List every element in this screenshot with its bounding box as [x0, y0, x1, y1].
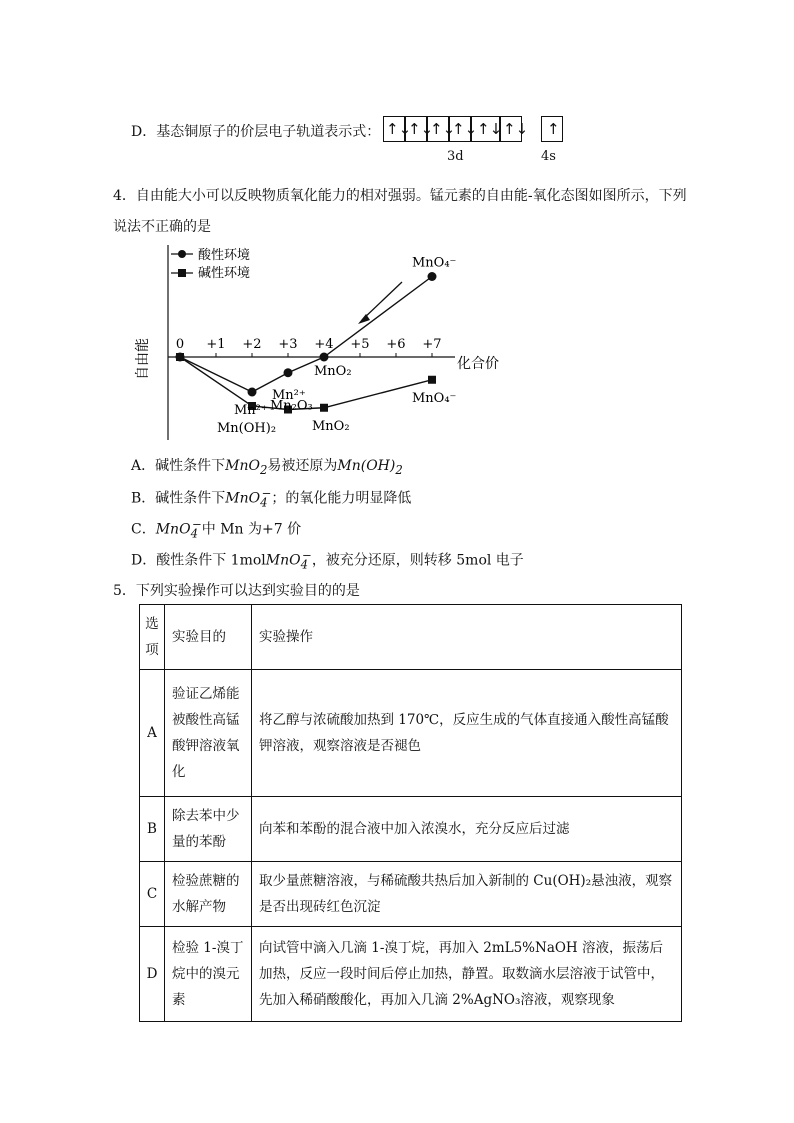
- table-row: [140, 797, 682, 862]
- experiment-table: [139, 604, 682, 1022]
- row-goal: 检验蔗糖的水解产物: [165, 862, 252, 927]
- legend: [171, 247, 250, 281]
- data-point: [428, 272, 437, 281]
- legend-acid: 酸性环境: [198, 248, 251, 263]
- point-label: MnO₄⁻: [412, 390, 457, 406]
- data-point: [284, 368, 293, 377]
- q4-stem-line1: 4．自由能大小可以反映物质氧化能力的相对强弱。锰元素的自由能-氧化态图如图所示，下列: [113, 188, 687, 204]
- legend-acid-marker: [178, 250, 186, 258]
- x-tick-label: +1: [206, 337, 226, 352]
- data-point: [320, 353, 329, 362]
- series-line-acid: [180, 277, 432, 393]
- row-operation: 将乙醇与浓硫酸加热到 170℃，反应生成的气体直接通入酸性高锰酸钾溶液，观察溶液是否褪色: [252, 670, 682, 797]
- table-header-row: [140, 605, 682, 670]
- orbital-3d-2: ↑↓: [405, 116, 427, 142]
- x-tick-label: +5: [350, 337, 370, 352]
- x-tick-label: +2: [242, 337, 262, 352]
- q4-option-a: A．碱性条件下MnO$_2$易被还原为$Mn(OH)_2$: [131, 458, 403, 477]
- x-tick-label: +7: [422, 337, 442, 352]
- label-3d: 3d: [447, 149, 464, 164]
- data-point: [428, 376, 436, 384]
- q3-option-d: D．基态铜原子的价层电子轨道表示式：: [131, 124, 381, 140]
- q5-stem: 5．下列实验操作可以达到实验目的的是: [113, 583, 360, 599]
- q4-option-d: D．酸性条件下 1molMnO$_4$−，被充分还原，则转移 5mol 电子: [131, 548, 524, 572]
- x-tick-label: +4: [314, 337, 334, 352]
- row-option: B: [140, 797, 165, 862]
- orbital-3d-4: ↑↓: [449, 116, 471, 142]
- point-label: MnO₂: [314, 364, 352, 379]
- point-label: MnO₂: [312, 418, 350, 434]
- legend-base-marker: [178, 269, 186, 277]
- point-label: Mn²⁺: [234, 403, 268, 418]
- point-label: Mn²⁺: [272, 387, 306, 403]
- orbital-3d-3: ↑↓: [427, 116, 449, 142]
- header-operation: 实验操作: [252, 605, 682, 670]
- x-tick-label: +3: [278, 337, 298, 352]
- free-energy-chart: [130, 240, 520, 440]
- point-label: Mn(OH)₂: [217, 421, 277, 436]
- row-option: C: [140, 862, 165, 927]
- orbital-3d-4b: ↑↓: [471, 116, 500, 142]
- q4-option-b: B．碱性条件下MnO$_4$−；的氧化能力明显降低: [131, 486, 412, 510]
- header-option: 选项: [140, 605, 165, 670]
- q4-option-c: C．MnO$_4$−中 Mn 为+7 价: [131, 517, 302, 541]
- data-point: [320, 404, 328, 412]
- table-row: [140, 670, 682, 797]
- x-axis-label: 化合价: [457, 356, 499, 372]
- q4-stem-line2: 说法不正确的是: [113, 219, 211, 235]
- point-label: Mn₂O₃: [270, 398, 313, 414]
- x-tick-label: 0: [175, 337, 185, 352]
- orbital-3d-5: ↑↓: [500, 116, 522, 142]
- data-point: [176, 353, 184, 361]
- data-point: [248, 388, 257, 397]
- row-option: D: [140, 927, 165, 1022]
- table-row: [140, 862, 682, 927]
- row-option: A: [140, 670, 165, 797]
- point-label: MnO₄⁻: [412, 255, 457, 271]
- row-operation: 取少量蔗糖溶液，与稀硫酸共热后加入新制的 Cu(OH)₂悬浊液，观察是否出现砖红色沉淀: [252, 862, 682, 927]
- x-tick-label: +6: [386, 337, 406, 352]
- legend-base: 碱性环境: [198, 266, 251, 281]
- row-goal: 检验 1-溴丁烷中的溴元素: [165, 927, 252, 1022]
- label-4s: 4s: [541, 149, 556, 164]
- y-axis-label: 自由能: [135, 338, 151, 380]
- orbital-4s: ↑: [541, 116, 563, 142]
- row-operation: 向苯和苯酚的混合液中加入浓溴水，充分反应后过滤: [252, 797, 682, 862]
- orbital-3d-1: ↑↓: [383, 116, 405, 142]
- row-goal: 除去苯中少量的苯酚: [165, 797, 252, 862]
- table-row: [140, 927, 682, 1022]
- row-operation: 向试管中滴入几滴 1-溴丁烷，再加入 2mL5%NaOH 溶液，振荡后加热，反应一段时间后停止加热，静置。取数滴水层溶液于试管中，先加入稀硝酸酸化，再加入几滴 2%AgNO₃溶液，观察现象: [252, 927, 682, 1022]
- header-goal: 实验目的: [165, 605, 252, 670]
- row-goal: 验证乙烯能被酸性高锰酸钾溶液氧化: [165, 670, 252, 797]
